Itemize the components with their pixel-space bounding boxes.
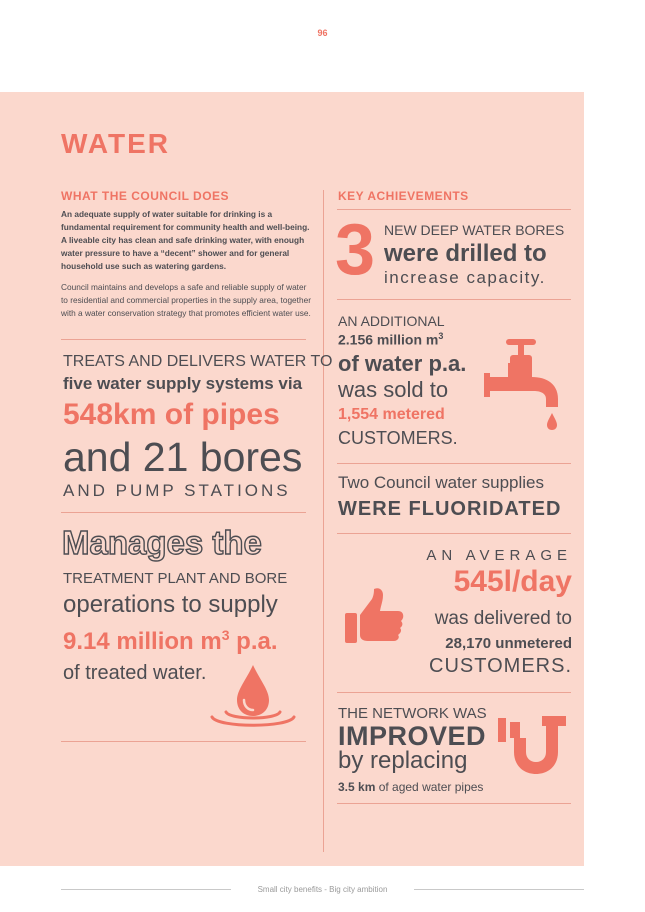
operations-line: operations to supply [63,591,278,618]
treats-line-2: five water supply systems via [63,374,303,393]
fluoridated-line-1: Two Council water supplies [338,473,544,492]
network-replacing: by replacing [338,747,468,774]
additional-line-3: was sold to [338,377,449,402]
additional-line-2: of water p.a. [338,351,467,376]
divider [337,533,571,534]
bores-number: 3 [335,210,376,290]
manages-heading: Manages the [62,524,262,561]
divider [337,692,571,693]
council-does-heading: WHAT THE COUNCIL DOES [61,189,230,203]
key-achievements-heading: KEY ACHIEVEMENTS [338,189,469,203]
divider [337,803,571,804]
page-title: WATER [61,128,171,159]
bores-line-3: increase capacity. [384,268,546,287]
network-pipes-replaced: 3.5 km of aged water pipes [338,780,484,794]
additional-amount: 2.156 million $m^3$ [338,331,444,348]
divider [337,463,571,464]
column-divider [323,190,324,852]
divider [61,741,306,742]
pump-stations: AND PUMP STATIONS [63,481,291,500]
council-paragraph-2: Council maintains and develops a safe and reliable supply of water to residential and commercial properties in the supply area, together with a water conservation strategy that promotes efficient water use. [61,282,311,318]
average-customers: CUSTOMERS. [429,655,572,677]
treatment-line: TREATMENT PLANT AND BORE [63,570,288,587]
average-line-2: was delivered to [434,608,572,629]
water-drop-icon [208,660,298,730]
council-paragraph-1: An adequate supply of water suitable for drinking is a fundamental requirement for community health and well-being. A liveable city has clean and safe drinking water, with enough water pressure to have a “decent” shower and for general household use such as watering gardens. [61,209,310,271]
thumbs-up-icon [342,585,406,649]
supply-amount: 9.14 million $m^3$ p.a. [63,627,278,655]
divider [61,512,306,513]
bores-line-2: were drilled to [384,240,547,267]
divider [337,299,571,300]
network-label: THE NETWORK WAS [338,705,487,722]
bores-line-1: NEW DEEP WATER BORES [384,222,565,238]
water-tap-icon [482,333,572,433]
unmetered-customers-count: 28,170 unmetered [445,635,572,652]
fluoridated-line-2: WERE FLUORIDATED [338,498,562,520]
footer-tagline: Small city benefits - Big city ambition [257,885,388,894]
metered-customers-count: 1,554 metered [338,406,445,423]
additional-label: AN ADDITIONAL [338,313,445,329]
network-improved: IMPROVED [338,721,487,751]
page-number: 96 [317,28,328,38]
treats-line-1: TREATS AND DELIVERS WATER TO [63,353,333,370]
additional-customers: CUSTOMERS. [338,428,458,448]
average-label: AN AVERAGE [426,547,572,564]
pipes-length: 548km of pipes [63,398,280,431]
average-per-day: 545l/day [453,565,572,598]
bores-count: and 21 bores [63,434,303,480]
treated-water-line: of treated water. [63,662,207,684]
divider [61,339,306,340]
pipe-icon [496,712,572,778]
